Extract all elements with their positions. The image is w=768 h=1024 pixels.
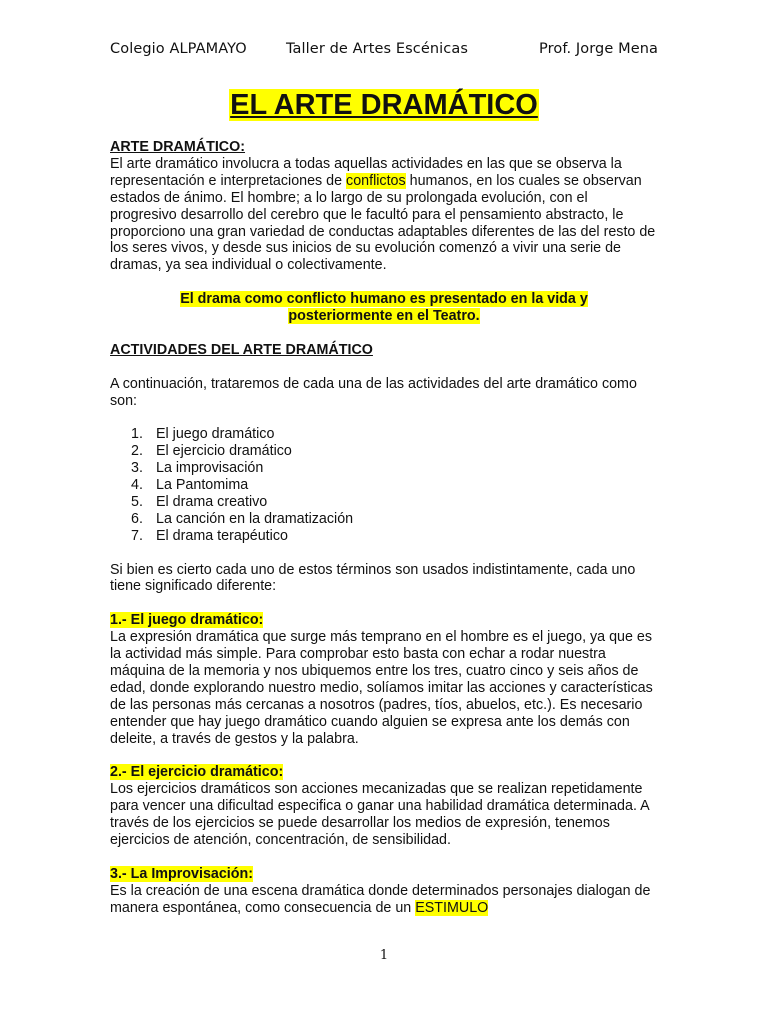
list-number: 3. xyxy=(131,460,143,477)
subsection-heading xyxy=(110,764,658,781)
section-paragraph-arte-dramatico xyxy=(110,156,658,274)
header-teacher: Prof. Jorge Mena xyxy=(539,41,658,57)
list-label: El drama creativo xyxy=(156,493,268,510)
callout-line: El drama como conflicto humano es presentado en la vida y xyxy=(180,291,588,308)
list-label: El ejercicio dramático xyxy=(156,443,292,460)
subsection-heading xyxy=(110,866,658,883)
paragraph-text: humanos, en los cuales se observan estados de ánimo. El hombre; a lo largo de su prolongada evolución, con el progresivo desarrollo del cerebro que le facultó para el pensamiento abstracto, le proporciono una gran variedad de conductas adaptables diferentes de las del resto de los seres vivos, y desde sus inicios de su evolución comenzó a vivir una serie de dramas, ya sea individual o colectivamente. xyxy=(110,172,656,274)
list-number: 6. xyxy=(131,510,143,527)
callout-line: posteriormente en el Teatro. xyxy=(288,308,480,325)
paragraph-text: El arte dramático involucra a todas aquellas actividades en las que se observa la representación e interpretaciones de xyxy=(110,155,622,189)
subsection-paragraph xyxy=(110,883,658,917)
list-label: La canción en la dramatización xyxy=(156,510,354,527)
section-outro: Si bien es cierto cada uno de estos términos son usados indistintamente, cada uno tiene significado diferente: xyxy=(110,561,636,595)
list-label: La improvisación xyxy=(156,460,264,477)
document-title-text: EL ARTE DRAMÁTICO xyxy=(230,89,538,121)
list-item xyxy=(110,460,658,477)
paragraph-text: Es la creación de una escena dramática donde determinados personajes dialogan de manera espontánea, como consecuencia de un xyxy=(110,882,651,916)
highlighted-word: conflictos xyxy=(346,172,406,189)
header-workshop: Taller de Artes Escénicas xyxy=(286,41,469,57)
highlighted-word: ESTIMULO xyxy=(415,899,489,916)
list-item xyxy=(110,511,658,528)
section-intro: A continuación, trataremos de cada una de las actividades del arte dramático como son: xyxy=(110,375,637,409)
list-label: El juego dramático xyxy=(156,426,275,443)
subsection-heading-text: 3.- La Improvisación: xyxy=(110,865,254,882)
section-heading-actividades: ACTIVIDADES DEL ARTE DRAMÁTICO xyxy=(110,341,373,358)
activities-list xyxy=(110,426,658,544)
document-body xyxy=(110,139,658,917)
list-item xyxy=(110,477,658,494)
subsection-paragraph: La expresión dramática que surge más temprano en el hombre es el juego, ya que es la actividad más simple. Para comprobar esto basta con echar a rodar nuestra máquina de la memoria y nos ubiquemos entre los tres, cuatro cinco y seis años de edad, donde explorando nuestro medio, solíamos imitar las acciones y características de las personas más cercanas a nosotros (padres, tíos, abuelos, etc.). Es necesario entender que hay juego dramático cuando alguien se expresa ante los demás con deleite, a través de gestos y la palabra. xyxy=(110,629,653,747)
list-item xyxy=(110,528,658,545)
list-number: 5. xyxy=(131,493,143,510)
list-number: 1. xyxy=(131,426,143,443)
list-label: La Pantomima xyxy=(156,477,249,494)
callout xyxy=(110,291,658,325)
list-number: 2. xyxy=(131,443,143,460)
list-label: El drama terapéutico xyxy=(156,527,288,544)
document-title xyxy=(0,87,768,123)
subsection-heading-text: 1.- El juego dramático: xyxy=(110,612,264,629)
subsection-heading xyxy=(110,612,658,629)
list-item xyxy=(110,426,658,443)
list-item xyxy=(110,443,658,460)
subsection-paragraph: Los ejercicios dramáticos son acciones mecanizadas que se realizan repetidamente para vencer una dificultad especifica o ganar una habilidad dramática determinada. A través de los ejercicios se puede desarrollar los medios de expresión, tenemos ejercicios de atención, concentración, de sensibilidad. xyxy=(110,781,649,849)
subsection-heading-text: 2.- El ejercicio dramático: xyxy=(110,764,284,781)
header-school: Colegio ALPAMAYO xyxy=(110,41,247,57)
list-number: 4. xyxy=(131,477,143,494)
section-heading-arte-dramatico: ARTE DRAMÁTICO: xyxy=(110,139,246,155)
page-number: 1 xyxy=(379,948,389,963)
list-number: 7. xyxy=(131,527,143,544)
list-item xyxy=(110,494,658,511)
